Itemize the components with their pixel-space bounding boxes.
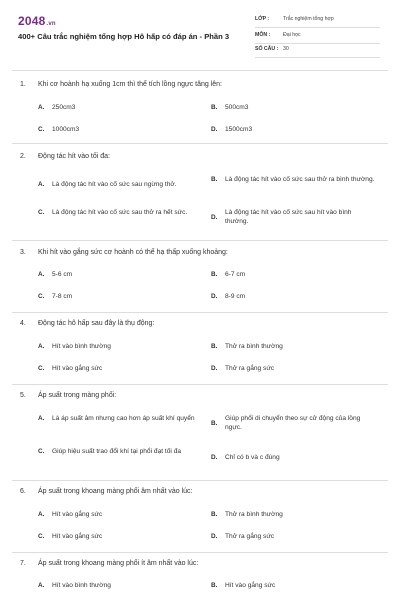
option-letter: D.: [211, 293, 218, 300]
question-number: 3.: [20, 249, 26, 256]
answer-option-a[interactable]: [38, 342, 202, 351]
option-letter: B.: [211, 419, 218, 427]
answer-option-b[interactable]: [211, 414, 375, 432]
answer-option-b[interactable]: [211, 175, 375, 184]
option-letter: C.: [38, 448, 45, 455]
option-letter: B.: [211, 104, 218, 111]
option-text: Hít vào gắng sức: [52, 533, 103, 540]
option-text: 1000cm3: [52, 126, 80, 133]
question-text: Động tác hít vào tối đa:: [38, 153, 110, 160]
divider: [12, 70, 388, 71]
option-text: Hít vào gắng sức: [52, 365, 103, 372]
option-text: Giúp phổi di chuyển theo sự cử động của lồng ngực.: [225, 415, 361, 431]
answer-option-c[interactable]: [38, 292, 202, 301]
divider: [12, 312, 388, 313]
option-text: Thở ra gắng sức: [225, 365, 275, 372]
option-text: Là áp suất âm nhưng cao hơn áp suất khí quyển: [52, 415, 195, 422]
option-letter: A.: [38, 343, 45, 350]
option-text: Giúp hiệu suất trao đổi khí tại phổi đạt tối đa: [52, 448, 182, 455]
document-title: 400+ Câu trắc nghiệm tổng hợp Hô hấp có đáp án - Phần 3: [18, 32, 230, 41]
option-letter: D.: [211, 454, 218, 461]
question-text: Áp suất trong khoang màng phổi âm nhất vào lúc:: [38, 488, 193, 495]
meta-class-row: [255, 14, 380, 28]
option-text: Thở ra gắng sức: [225, 533, 275, 540]
option-text: Là động tác hít vào cố sức sau hít vào bình thường.: [225, 209, 352, 225]
document-header: [0, 0, 400, 70]
answer-option-a[interactable]: [38, 581, 202, 590]
answer-option-d[interactable]: [211, 532, 375, 541]
option-text: Chỉ có b và c đúng: [225, 454, 280, 461]
answer-option-a[interactable]: [38, 103, 202, 112]
answer-option-a[interactable]: [38, 270, 202, 279]
question-number: 1.: [20, 81, 26, 88]
meta-key: MÔN :: [255, 32, 271, 38]
option-letter: A.: [38, 271, 45, 278]
answer-option-d[interactable]: [211, 125, 375, 134]
question-number: 5.: [20, 392, 26, 399]
option-text: Thở ra bình thường: [225, 343, 283, 350]
meta-value: Đại học: [283, 32, 301, 38]
meta-value: Trắc nghiệm tổng hợp: [283, 16, 334, 22]
option-text: Hít vào gắng sức: [225, 582, 276, 589]
divider: [12, 240, 388, 241]
answer-option-c[interactable]: [38, 125, 202, 134]
answer-option-c[interactable]: [38, 532, 202, 541]
option-text: 6-7 cm: [225, 271, 246, 278]
divider: [12, 480, 388, 481]
answer-option-a[interactable]: [38, 510, 202, 519]
meta-value: 30: [283, 46, 289, 52]
option-letter: C.: [38, 533, 45, 540]
question-text: Khi hít vào gắng sức cơ hoành có thể hạ thấp xuống khoảng:: [38, 249, 228, 256]
option-text: 5-6 cm: [52, 271, 73, 278]
option-letter: A.: [38, 104, 45, 111]
divider: [12, 143, 388, 144]
question-text: Áp suất trong khoang màng phổi ít âm nhất vào lúc:: [38, 560, 199, 567]
option-letter: B.: [211, 511, 218, 518]
answer-option-d[interactable]: [211, 364, 375, 373]
option-letter: B.: [211, 582, 218, 589]
answer-option-b[interactable]: [211, 342, 375, 351]
option-text: 250cm3: [52, 104, 76, 111]
meta-key: SỐ CÂU :: [255, 46, 279, 52]
meta-subject-row: [255, 30, 380, 44]
option-text: 7-8 cm: [52, 293, 73, 300]
question-number: 4.: [20, 320, 26, 327]
option-letter: C.: [38, 293, 45, 300]
question-text: Áp suất trong màng phổi:: [38, 392, 117, 399]
option-letter: A.: [38, 511, 45, 518]
option-letter: B.: [211, 343, 218, 350]
option-text: Thở ra bình thường: [225, 511, 283, 518]
option-letter: A.: [38, 582, 45, 589]
answer-option-d[interactable]: [211, 292, 375, 301]
logo-text: 2048: [18, 14, 46, 28]
question-text: Động tác hô hấp sau đây là thụ động:: [38, 320, 155, 327]
question-text: Khi cơ hoành hạ xuống 1cm thì thể tích lồng ngực tăng lên:: [38, 81, 223, 88]
answer-option-d[interactable]: [211, 453, 375, 462]
option-text: Hít vào gắng sức: [52, 511, 103, 518]
option-letter: C.: [38, 209, 45, 216]
option-text: Là động tác hít vào cố sức sau thở ra bình thường.: [225, 176, 375, 183]
option-text: 8-9 cm: [225, 293, 246, 300]
option-text: Là động tác hít vào cố sức sau thở ra hết sức.: [52, 209, 188, 216]
option-letter: A.: [38, 415, 45, 422]
option-letter: A.: [38, 181, 45, 188]
option-letter: B.: [211, 176, 218, 183]
meta-key: LỚP :: [255, 16, 270, 22]
option-letter: C.: [38, 365, 45, 372]
divider: [12, 384, 388, 385]
answer-option-b[interactable]: [211, 270, 375, 279]
option-text: Hít vào bình thường: [52, 343, 111, 350]
answer-option-b[interactable]: [211, 103, 375, 112]
question-number: 2.: [20, 153, 26, 160]
answer-option-c[interactable]: [38, 208, 202, 217]
answer-option-a[interactable]: [38, 414, 202, 423]
divider: [12, 552, 388, 553]
answer-option-c[interactable]: [38, 447, 202, 456]
answer-option-b[interactable]: [211, 581, 375, 590]
answer-option-d[interactable]: [211, 208, 375, 226]
option-letter: D.: [211, 126, 218, 133]
meta-count-row: [255, 44, 380, 58]
option-text: 1500cm3: [225, 126, 253, 133]
option-text: Là động tác hít vào cố sức sau ngừng thở.: [52, 181, 177, 188]
site-logo[interactable]: [18, 14, 56, 28]
question-number: 7.: [20, 560, 26, 567]
option-letter: D.: [211, 533, 218, 540]
option-text: Hít vào bình thường: [52, 582, 111, 589]
option-letter: D.: [211, 213, 218, 221]
question-number: 6.: [20, 488, 26, 495]
option-letter: B.: [211, 271, 218, 278]
option-letter: D.: [211, 365, 218, 372]
answer-option-b[interactable]: [211, 510, 375, 519]
option-letter: C.: [38, 126, 45, 133]
answer-option-a[interactable]: [38, 180, 210, 189]
logo-tld: .vn: [46, 21, 56, 27]
option-text: 500cm3: [225, 104, 249, 111]
answer-option-c[interactable]: [38, 364, 202, 373]
